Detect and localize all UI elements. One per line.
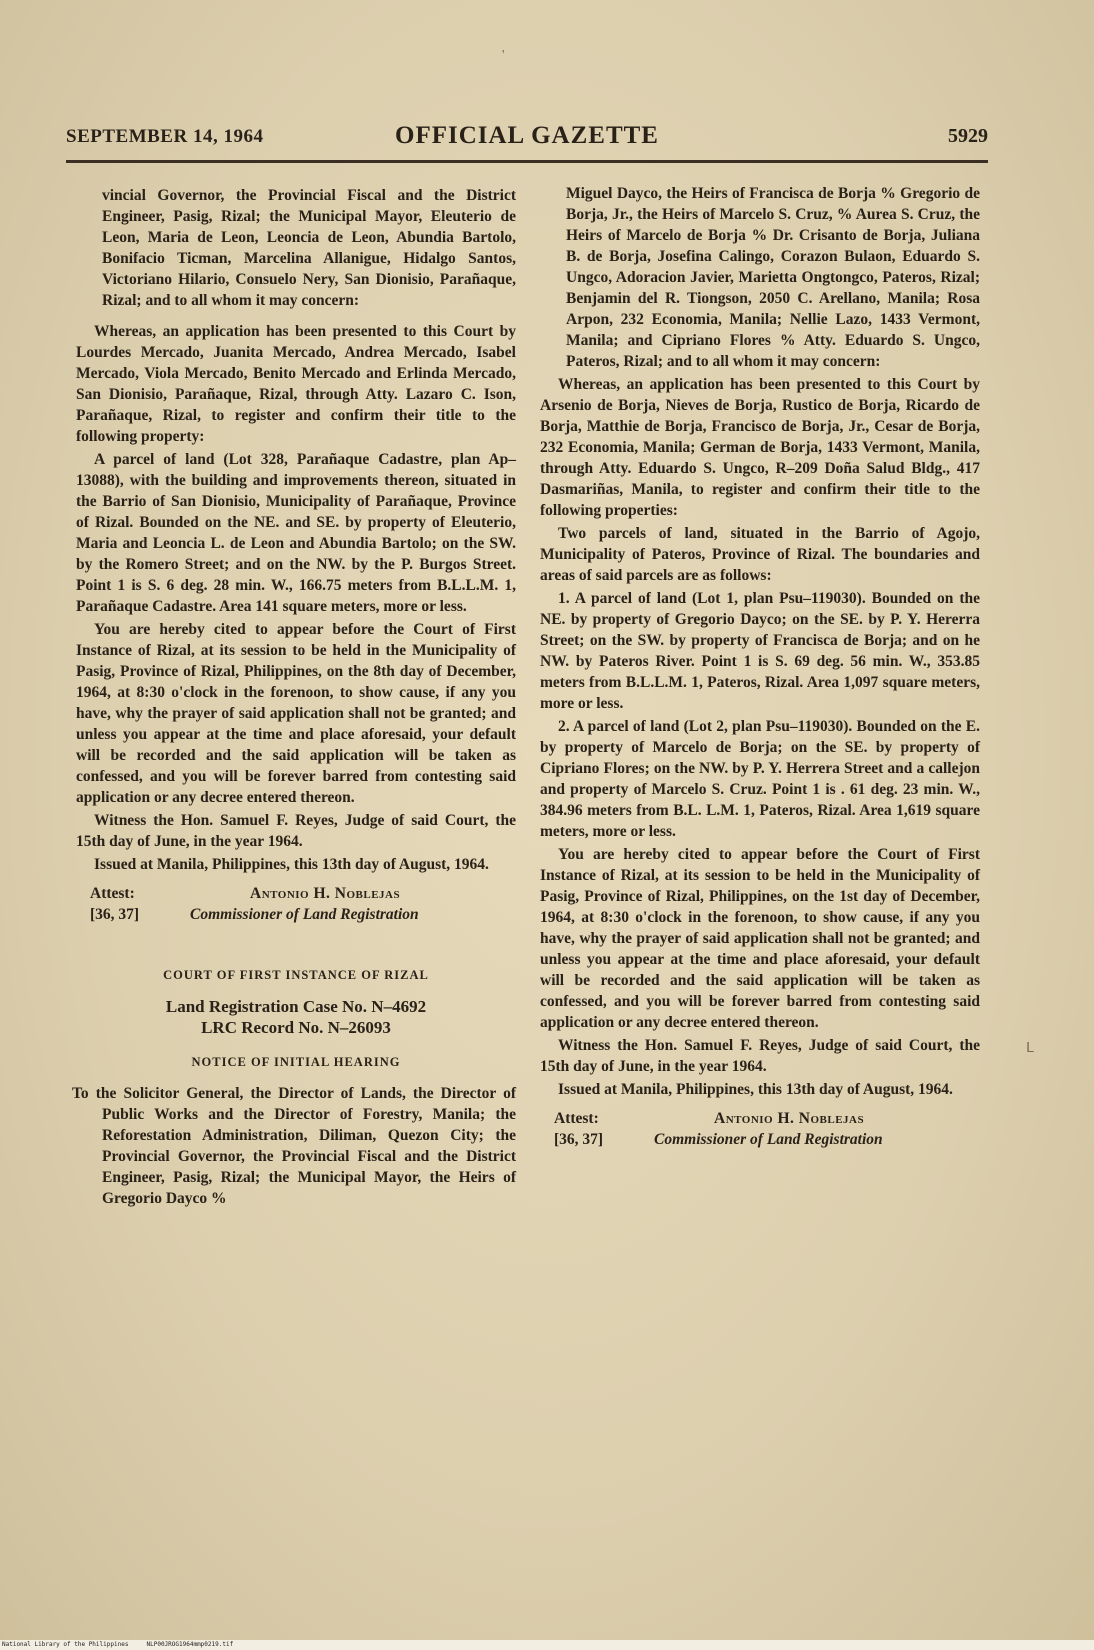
right-whereas: Whereas, an application has been presented to this Court by Arsenio de Borja, Nieves de Borja, Rustico de Borja, Ricardo de Borja, Matthie de Borja, Francisco de Borja, Jr., Cesar de Borja, 232 Economia, Manila; German de Borja, 1433 Vermont, Manila, through Atty. Eduardo S. Ungco, R–209 Doña Salud Bldg., 417 Dasmariñas, Manila, to register and confirm their title to the following properties: [540, 376, 980, 519]
notice-heading: NOTICE OF INITIAL HEARING [191, 1055, 401, 1069]
court-heading: COURT OF FIRST INSTANCE OF RIZAL [163, 968, 429, 982]
left-attest-title-row [76, 904, 516, 925]
left-attest [76, 883, 516, 904]
right-attest-title-row [540, 1129, 980, 1150]
left-to-address: To the Solicitor General, the Director of Lands, the Director of Public Works and the Director of Forestry, Manila; the Reforestation Administration, Diliman, Quezon City; the Provincial Governor, the Provincial Fiscal and the District Engineer, Pasig, Rizal; the Municipal Mayor, the Heirs of Gregorio Dayco % [72, 1085, 516, 1207]
left-citation: You are hereby cited to appear before the Court of First Instance of Rizal, at its session to be held in the Municipality of Pasig, Province of Rizal, Philippines, on the 8th day of December, 1964, at 8:30 o'clock in the forenoon, to show cause, if any you have, why the prayer of said application shall not be granted; and unless you appear at the time and place aforesaid, your default will be recorded and the said application will be taken as confessed, and you will be forever barred from contesting said application or any decree entered thereon. [76, 621, 516, 806]
attest-label: Attest: [90, 885, 135, 902]
footer-library: National Library of the Philippines [2, 1641, 129, 1648]
scan-mark: ' [502, 48, 505, 63]
header-rule [66, 160, 988, 163]
lrc-record-number: LRC Record No. N–26093 [201, 1018, 391, 1037]
right-two-parcels: Two parcels of land, situated in the Barrio of Agojo, Municipality of Pateros, Province of Rizal. The boundaries and areas of said parcels are as follows: [540, 525, 980, 584]
right-column [540, 183, 980, 1150]
left-whereas: Whereas, an application has been presented to this Court by Lourdes Mercado, Juanita Mercado, Andrea Mercado, Isabel Mercado, Viola Mercado, Benito Mercado and Erlinda Mercado, San Dionisio, Parañaque, Rizal, through Atty. Lazaro C. Ison, Parañaque, Rizal, to register and confirm their title to the following property: [76, 323, 516, 445]
attest-name: Antonio H. Noblejas [250, 885, 401, 902]
header-date: SEPTEMBER 14, 1964 [66, 126, 264, 147]
attest-name: Antonio H. Noblejas [714, 1110, 865, 1127]
right-witness: Witness the Hon. Samuel F. Reyes, Judge of said Court, the 15th day of June, in the year 1964. [540, 1037, 980, 1075]
left-issued: Issued at Manila, Philippines, this 13th day of August, 1964. [94, 856, 489, 873]
scan-mark: ᒪ [1026, 1041, 1034, 1056]
left-column [72, 185, 516, 1211]
case-number: Land Registration Case No. N–4692 [165, 997, 427, 1016]
attest-title: Commissioner of Land Registration [654, 1131, 883, 1148]
right-issued: Issued at Manila, Philippines, this 13th day of August, 1964. [558, 1081, 953, 1098]
attest-ref: [36, 37] [554, 1131, 604, 1148]
header-title: OFFICIAL GAZETTE [395, 122, 659, 149]
footer-file: NLP00JROG1964mmp0219.tif [146, 1641, 234, 1648]
right-attest [540, 1108, 980, 1129]
right-citation: You are hereby cited to appear before the Court of First Instance of Rizal, at its session to be held in the Municipality of Pasig, Province of Rizal, Philippines, on the 1st day of December, 1964, at 8:30 o'clock in the forenoon, to show cause, if any you have, why the prayer of said application shall not be granted; and unless you appear at the time and place aforesaid, your default will be recorded and the said application will be taken as confessed, and you will be forever barred from contesting said application or any decree entered thereon. [540, 846, 980, 1031]
right-parcel-2: 2. A parcel of land (Lot 2, plan Psu–119030). Bounded on the E. by property of Marcelo de Borja; on the SE. by property of Cipriano Flores; on the NW. by P. Y. Herrera Street and a callejon and property of Marcelo S. Cruz. Point 1 is . 61 deg. 23 min. W., 384.96 meters from B.L. L.M. 1, Pateros, Rizal. Area 1,619 square meters, more or less. [540, 718, 980, 840]
right-address-continued: Miguel Dayco, the Heirs of Francisca de Borja % Gregorio de Borja, Jr., the Heirs of Marcelo S. Cruz, % Aurea S. Cruz, the Heirs of Marcelo de Borja % Dr. Crisanto de Borja, Juliana B. de Borja, Josefina Calingo, Corazon Bulaon, Eduardo S. Ungco, Adoracion Javier, Marietta Ongtongco, Pateros, Rizal; Benjamin del R. Tiongson, 2050 C. Arellano, Manila; Rosa Arpon, 232 Economia, Manila; Nellie Lazo, 1433 Vermont, Manila; and Cipriano Flores % Atty. Eduardo S. Ungco, Pateros, Rizal; and to all whom it may concern: [566, 185, 980, 370]
left-parcel: A parcel of land (Lot 328, Parañaque Cadastre, plan Ap–13088), with the building and improvements thereon, situated in the Barrio of San Dionisio, Municipality of Parañaque, Province of Rizal. Bounded on the NE. and SE. by property of Eleuterio, Maria and Leoncia L. de Leon and Abundia Bartolo; on the SW. by the Romero Street; and on the NW. by the P. Burgos Street. Point 1 is S. 6 deg. 28 min. W., 166.75 meters from B.L.L.M. 1, Parañaque Cadastre. Area 141 square meters, more or less. [76, 451, 516, 615]
header-page-number: 5929 [948, 125, 988, 147]
page-header [66, 122, 988, 152]
scan-footer [0, 1640, 1094, 1650]
left-witness: Witness the Hon. Samuel F. Reyes, Judge of said Court, the 15th day of June, in the year 1964. [76, 812, 516, 850]
right-parcel-1: 1. A parcel of land (Lot 1, plan Psu–119030). Bounded on the NE. by property of Gregorio Dayco; on the SE. by P. Y. Hererra Street; on the SW. by property of Francisca de Borja; and on he NW. by Pateros River. Point 1 is S. 69 deg. 56 min. W., 353.85 meters from B.L.L.M. 1, Pateros, Rizal. Area 1,097 square meters, more or less. [540, 590, 980, 712]
left-address-continued: vincial Governor, the Provincial Fiscal and the District Engineer, Pasig, Rizal; the Municipal Mayor, Eleuterio de Leon, Maria de Leon, Leoncia de Leon, Abundia Bartolo, Bonifacio Ticman, Marcelina Allanigue, Hidalgo Santos, Victoriano Hilario, Consuelo Nery, San Dionisio, Parañaque, Rizal; and to all whom it may concern: [102, 187, 516, 309]
attest-title: Commissioner of Land Registration [190, 906, 419, 923]
attest-ref: [36, 37] [90, 906, 140, 923]
attest-label: Attest: [554, 1110, 599, 1127]
